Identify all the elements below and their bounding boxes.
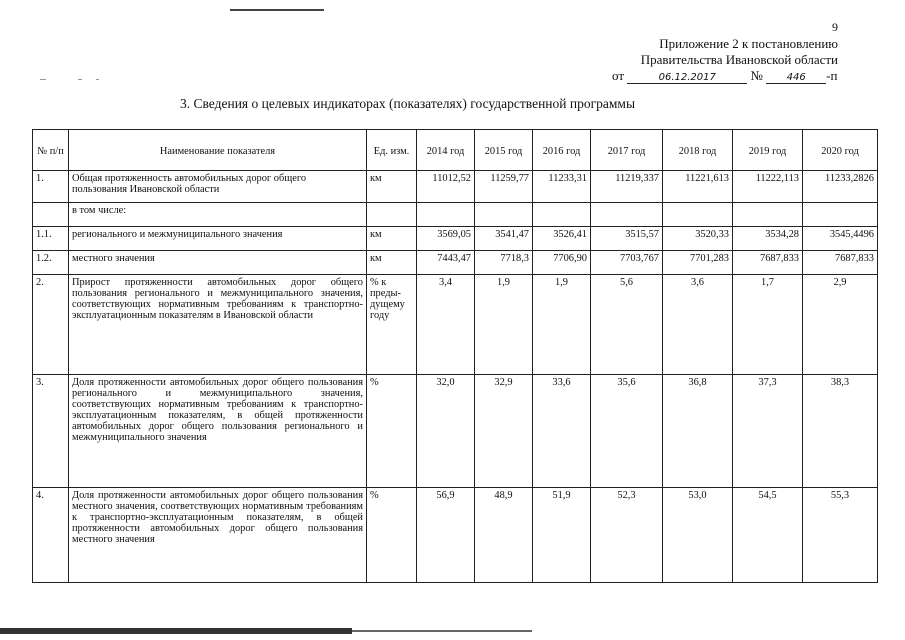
value-cell: 3569,05 <box>417 227 475 251</box>
scan-mark <box>78 79 82 80</box>
unit: % <box>367 375 417 488</box>
indicator-name: Прирост протяженности автомобильных дорог общего пользования регионального и межмуниципального значения, соответствующих нормативным требованиям к транспортно-эксплуатационным показателям в Ивановской области <box>69 275 367 375</box>
value-cell: 3,4 <box>417 275 475 375</box>
decree-date: 06.12.2017 <box>627 72 747 84</box>
appendix-line-2: Правительства Ивановской области <box>640 52 838 67</box>
unit <box>367 203 417 227</box>
header-year: 2014 год <box>417 130 475 171</box>
value-cell <box>417 203 475 227</box>
header-year: 2016 год <box>533 130 591 171</box>
section-title: 3. Сведения о целевых индикаторах (показателях) государственной программы <box>180 96 636 111</box>
header-year: 2017 год <box>591 130 663 171</box>
unit: % к преды-дущему году <box>367 275 417 375</box>
page-number: 9 <box>832 20 838 34</box>
value-cell <box>733 203 803 227</box>
value-cell: 7718,3 <box>475 251 533 275</box>
table-row <box>33 488 878 583</box>
indicator-name: Доля протяженности автомобильных дорог общего пользования регионального и межмуниципального значения, соответствующих нормативным требованиям к транспортно-эксплуатационным показателям, в общей протяженности автомобильных дорог общего пользования регионального и межмуниципального значения <box>69 375 367 488</box>
value-cell: 48,9 <box>475 488 533 583</box>
value-cell: 32,0 <box>417 375 475 488</box>
value-cell: 52,3 <box>591 488 663 583</box>
table-row <box>33 227 878 251</box>
table-row <box>33 251 878 275</box>
value-cell: 1,7 <box>733 275 803 375</box>
value-cell: 11219,337 <box>591 171 663 203</box>
row-num: 1. <box>33 171 69 203</box>
value-cell: 56,9 <box>417 488 475 583</box>
unit: км <box>367 171 417 203</box>
number-label: № <box>750 68 763 83</box>
row-num: 1.1. <box>33 227 69 251</box>
indicators-table <box>32 129 878 583</box>
header-num: № п/п <box>33 130 69 171</box>
value-cell: 3520,33 <box>663 227 733 251</box>
appendix-line-1: Приложение 2 к постановлению <box>659 36 838 51</box>
table-row <box>33 171 878 203</box>
header-year: 2020 год <box>803 130 878 171</box>
value-cell: 54,5 <box>733 488 803 583</box>
scan-mark <box>96 79 99 80</box>
row-num: 3. <box>33 375 69 488</box>
header-year: 2018 год <box>663 130 733 171</box>
value-cell: 11012,52 <box>417 171 475 203</box>
value-cell: 7443,47 <box>417 251 475 275</box>
table-row <box>33 203 878 227</box>
value-cell <box>533 203 591 227</box>
header-name: Наименование показателя <box>69 130 367 171</box>
value-cell: 53,0 <box>663 488 733 583</box>
row-num: 2. <box>33 275 69 375</box>
value-cell: 11233,31 <box>533 171 591 203</box>
table-header-row <box>33 130 878 171</box>
appendix-header <box>592 36 838 68</box>
value-cell: 3,6 <box>663 275 733 375</box>
value-cell: 11221,613 <box>663 171 733 203</box>
decree-number: 446 <box>766 72 826 84</box>
value-cell: 33,6 <box>533 375 591 488</box>
appendix-date-line <box>612 68 837 84</box>
row-num: 1.2. <box>33 251 69 275</box>
header-unit: Ед. изм. <box>367 130 417 171</box>
value-cell: 5,6 <box>591 275 663 375</box>
indicator-name: в том числе: <box>69 203 367 227</box>
indicator-name: местного значения <box>69 251 367 275</box>
scan-mark <box>40 79 46 80</box>
unit: км <box>367 251 417 275</box>
value-cell: 11233,2826 <box>803 171 878 203</box>
value-cell: 7706,90 <box>533 251 591 275</box>
number-suffix: -п <box>826 68 838 83</box>
from-label: от <box>612 68 625 83</box>
value-cell: 7687,833 <box>733 251 803 275</box>
value-cell: 38,3 <box>803 375 878 488</box>
value-cell <box>803 203 878 227</box>
header-year: 2019 год <box>733 130 803 171</box>
value-cell: 3545,4496 <box>803 227 878 251</box>
value-cell <box>591 203 663 227</box>
unit: км <box>367 227 417 251</box>
row-num <box>33 203 69 227</box>
value-cell: 51,9 <box>533 488 591 583</box>
indicator-name: Общая протяженность автомобильных дорог общего пользования Ивановской области <box>69 171 367 203</box>
value-cell: 2,9 <box>803 275 878 375</box>
value-cell: 3515,57 <box>591 227 663 251</box>
value-cell: 7701,283 <box>663 251 733 275</box>
indicator-name: регионального и межмуниципального значения <box>69 227 367 251</box>
value-cell: 35,6 <box>591 375 663 488</box>
table-row <box>33 275 878 375</box>
value-cell <box>475 203 533 227</box>
value-cell: 32,9 <box>475 375 533 488</box>
indicator-name: Доля протяженности автомобильных дорог общего пользования местного значения, соответствующих нормативным требованиям к транспортно-эксплуатационным показателям, в общей протяженности автомобильных дорог общего пользования местного значения <box>69 488 367 583</box>
row-num: 4. <box>33 488 69 583</box>
value-cell: 11222,113 <box>733 171 803 203</box>
bottom-scan-edge <box>0 628 352 634</box>
value-cell: 55,3 <box>803 488 878 583</box>
value-cell: 11259,77 <box>475 171 533 203</box>
value-cell: 7687,833 <box>803 251 878 275</box>
table-row <box>33 375 878 488</box>
value-cell: 1,9 <box>475 275 533 375</box>
value-cell: 3526,41 <box>533 227 591 251</box>
top-rule <box>230 9 324 11</box>
value-cell: 36,8 <box>663 375 733 488</box>
value-cell: 37,3 <box>733 375 803 488</box>
value-cell: 7703,767 <box>591 251 663 275</box>
value-cell: 1,9 <box>533 275 591 375</box>
header-year: 2015 год <box>475 130 533 171</box>
bottom-scan-edge <box>352 630 532 632</box>
value-cell: 3534,28 <box>733 227 803 251</box>
value-cell: 3541,47 <box>475 227 533 251</box>
value-cell <box>663 203 733 227</box>
unit: % <box>367 488 417 583</box>
